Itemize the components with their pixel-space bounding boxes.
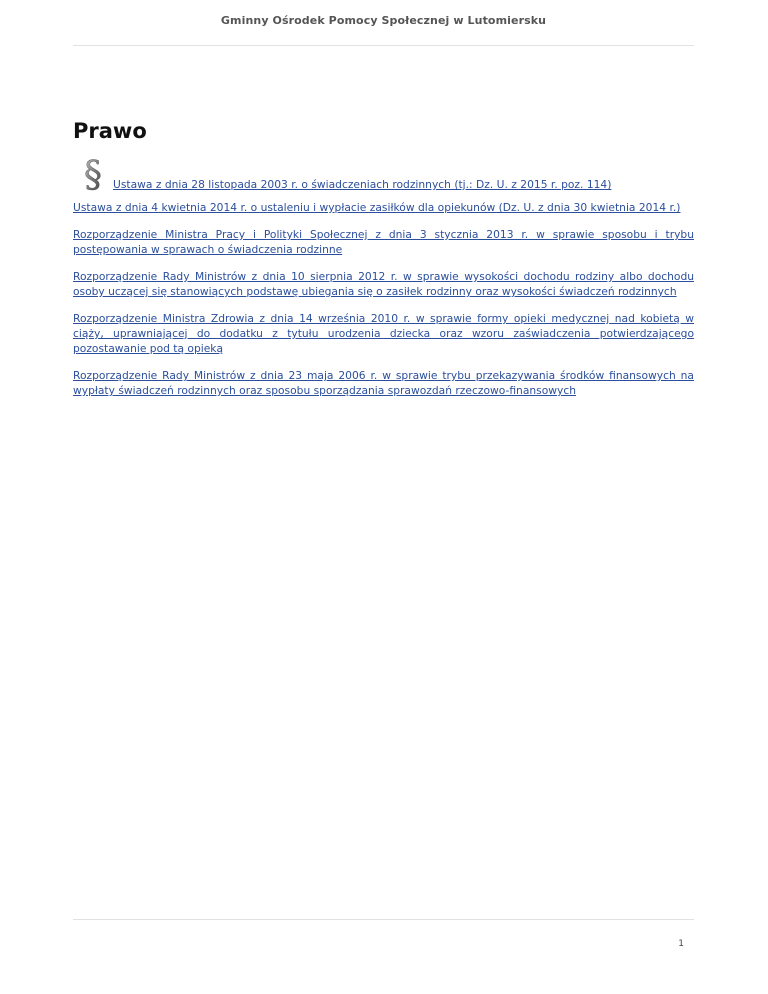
- svg-text:§: §: [84, 156, 102, 192]
- page-title: Prawo: [73, 119, 147, 143]
- header-title: Gminny Ośrodek Pomocy Społecznej w Lutomiersku: [220, 14, 547, 27]
- law-list: [73, 156, 694, 398]
- law-link-3[interactable]: Rozporządzenie Rady Ministrów z dnia 10 sierpnia 2012 r. w sprawie wysokości dochodu rodziny albo dochodu osoby uczącej się stanowiących podstawę ubiegania się o zasiłek rodzinny oraz wysokości świadczeń rodzinnych: [73, 270, 694, 298]
- page-header: [73, 0, 694, 46]
- page-number: 1: [678, 939, 684, 949]
- law-link-1[interactable]: Ustawa z dnia 4 kwietnia 2014 r. o ustaleniu i wypłacie zasiłków dla opiekunów (Dz. U. z dnia 30 kwietnia 2014 r.): [73, 201, 681, 214]
- list-item: [73, 269, 694, 299]
- list-item: [73, 227, 694, 257]
- law-link-2[interactable]: Rozporządzenie Ministra Pracy i Polityki Społecznej z dnia 3 stycznia 2013 r. w sprawie sposobu i trybu postępowania w sprawach o świadczenia rodzinne: [73, 228, 694, 256]
- main-content: [73, 116, 694, 410]
- list-item: [73, 368, 694, 398]
- paragraph-section-icon: [81, 156, 105, 192]
- law-link-4[interactable]: Rozporządzenie Ministra Zdrowia z dnia 14 września 2010 r. w sprawie formy opieki medycznej nad kobietą w ciąży, uprawniającej do dodatku z tytułu urodzenia dziecka oraz wzoru zaświadczenia potwierdzającego pozostawanie pod tą opieką: [73, 312, 694, 355]
- list-item: [73, 311, 694, 356]
- law-link-0[interactable]: Ustawa z dnia 28 listopada 2003 r. o świadczeniach rodzinnych (tj.: Dz. U. z 2015 r. poz. 114): [113, 178, 612, 191]
- list-item: [73, 156, 694, 192]
- list-item: [73, 200, 694, 215]
- law-link-5[interactable]: Rozporządzenie Rady Ministrów z dnia 23 maja 2006 r. w sprawie trybu przekazywania środków finansowych na wypłaty świadczeń rodzinnych oraz sposobu sporządzania sprawozdań rzeczowo-finansowych: [73, 369, 694, 397]
- page-footer: [73, 919, 694, 949]
